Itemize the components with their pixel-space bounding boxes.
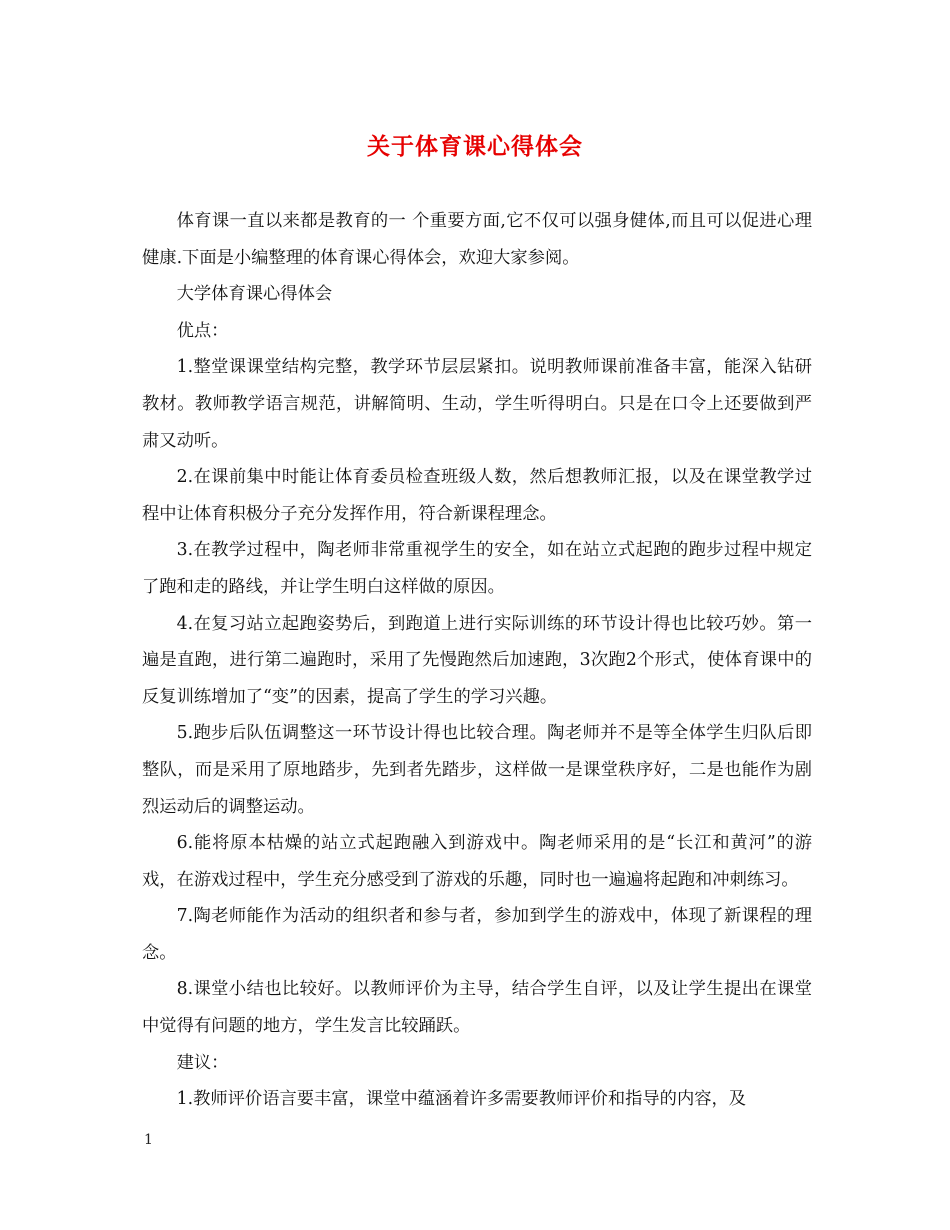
advantage-item-6: 6.能将原本枯燥的站立式起跑融入到游戏中。陶老师采用的是“长江和黄河”的游戏，在游戏过程中，学生充分感受到了游戏的乐趣，同时也一遍遍将起跑和冲刺练习。 bbox=[142, 833, 812, 890]
document-title: 关于体育课心得体会 bbox=[367, 133, 583, 160]
advantage-item-4: 4.在复习站立起跑姿势后，到跑道上进行实际训练的环节设计得也比较巧妙。第一遍是直跑，进行第二遍跑时，采用了先慢跑然后加速跑，3次跑2个形式，使体育课中的反复训练增加了“变”的因素，提高了学生的学习兴趣。 bbox=[142, 613, 812, 707]
advantages-heading: 优点： bbox=[176, 320, 229, 341]
advantage-item-7: 7.陶老师能作为活动的组织者和参与者，参加到学生的游戏中，体现了新课程的理念。 bbox=[142, 906, 812, 963]
suggestions-heading: 建议： bbox=[176, 1052, 229, 1073]
advantage-item-2: 2.在课前集中时能让体育委员检查班级人数，然后想教师汇报，以及在课堂教学过程中让体育积极分子充分发挥作用，符合新课程理念。 bbox=[142, 467, 812, 524]
suggestion-item-1: 1.教师评价语言要丰富，课堂中蕴涵着许多需要教师评价和指导的内容，及 bbox=[176, 1089, 747, 1110]
document-body bbox=[142, 203, 812, 1118]
advantage-item-1: 1.整堂课课堂结构完整，教学环节层层紧扣。说明教师课前准备丰富，能深入钻研教材。教师教学语言规范，讲解简明、生动，学生听得明白。只是在口令上还要做到严肃又动听。 bbox=[142, 357, 812, 451]
intro-paragraph: 体育课一直以来都是教育的一 个重要方面,它不仅可以强身健体,而且可以促进心理健康.下面是小编整理的体育课心得体会，欢迎大家参阅。 bbox=[142, 211, 812, 268]
advantage-item-5: 5.跑步后队伍调整这一环节设计得也比较合理。陶老师并不是等全体学生归队后即整队，而是采用了原地踏步，先到者先踏步，这样做一是课堂秩序好，二是也能作为剧烈运动后的调整运动。 bbox=[142, 723, 812, 817]
advantage-item-8: 8.课堂小结也比较好。以教师评价为主导，结合学生自评，以及让学生提出在课堂中觉得有问题的地方，学生发言比较踊跃。 bbox=[142, 979, 812, 1037]
advantage-item-3: 3.在教学过程中，陶老师非常重视学生的安全，如在站立式起跑的跑步过程中规定了跑和走的路线，并让学生明白这样做的原因。 bbox=[142, 540, 812, 597]
page-number: 1 bbox=[144, 1132, 153, 1148]
section-heading: 大学体育课心得体会 bbox=[176, 284, 333, 305]
